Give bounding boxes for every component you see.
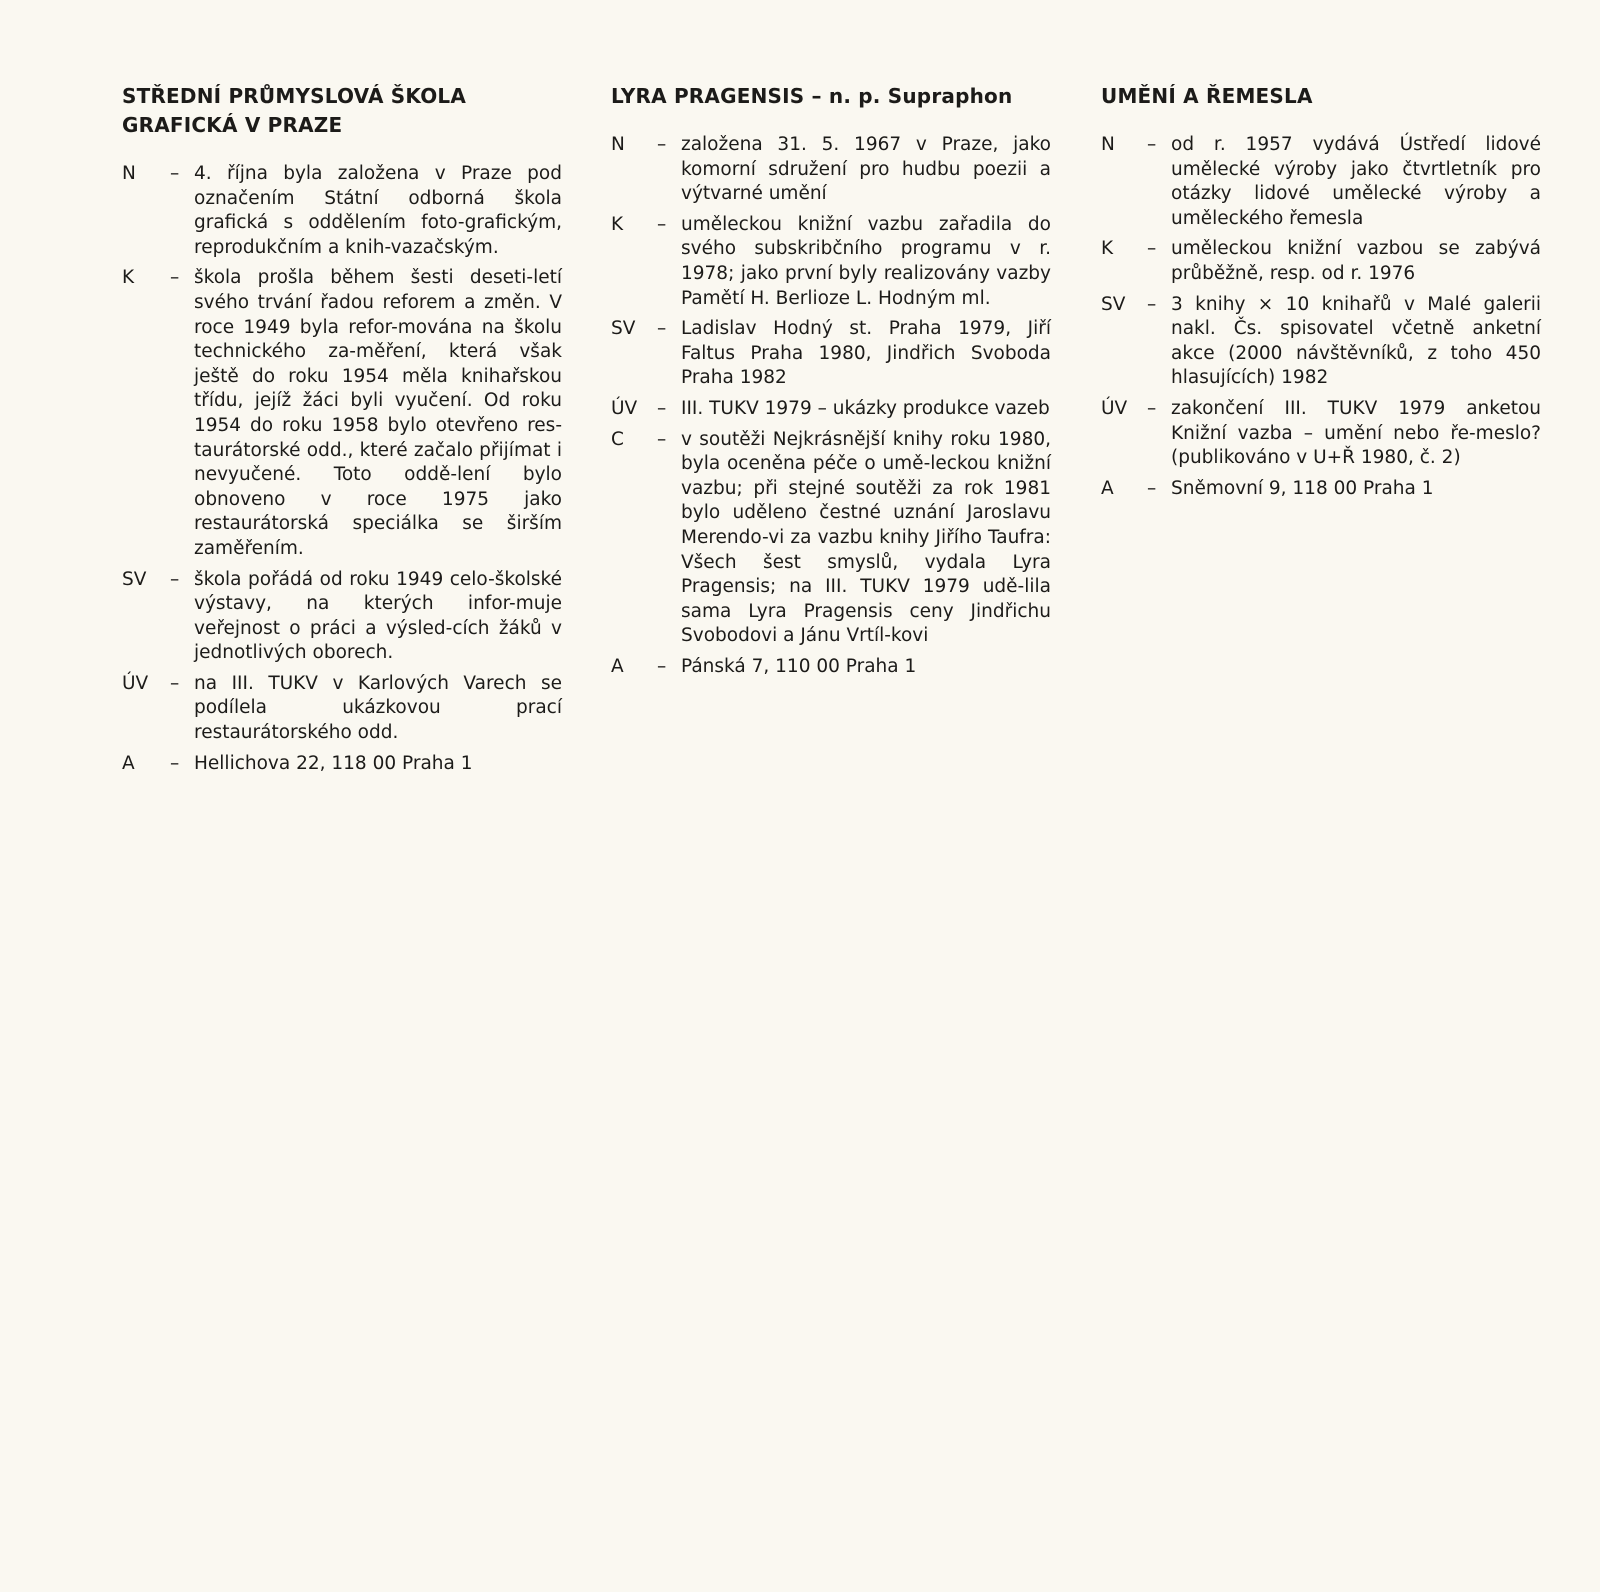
entry-k xyxy=(611,213,1051,311)
entry-sv xyxy=(1101,293,1541,391)
entry-uv xyxy=(122,672,562,746)
entry-text: III. TUKV 1979 – ukázky produkce vazeb xyxy=(681,397,1050,419)
entry-code: SV xyxy=(122,568,147,590)
entry-text: uměleckou knižní vazbou se zabývá průběžně, resp. od r. 1976 xyxy=(1171,238,1541,284)
entry-text: na III. TUKV v Karlových Varech se podílela ukázkovou prací restaurátorského odd. xyxy=(194,672,562,744)
section-heading xyxy=(122,82,562,140)
entry-dash: – xyxy=(170,267,180,289)
entry-text: 3 knihy × 10 knihařů v Malé galerii nakl. Čs. spisovatel včetně anketní akce (2000 návštěvníků, z toho 450 hlasujících) 1982 xyxy=(1171,293,1541,389)
entry-code: K xyxy=(611,213,624,235)
column-lyra-pragensis xyxy=(611,82,1051,685)
entry-dash: – xyxy=(657,318,667,340)
entry-dash: – xyxy=(1147,293,1157,315)
entry-dash: – xyxy=(657,428,667,450)
entry-n xyxy=(1101,133,1541,231)
entry-code: A xyxy=(611,655,624,677)
entry-uv xyxy=(611,397,1051,422)
entry-n xyxy=(611,133,1051,207)
entry-dash: – xyxy=(1147,397,1157,419)
entry-n xyxy=(122,162,562,260)
entry-list xyxy=(611,133,1051,679)
entry-text: uměleckou knižní vazbu zařadila do svého subskribčního programu v r. 1978; jako první byly realizovány vazby Pamětí H. Berlioze L. Hodným ml. xyxy=(681,213,1051,309)
entry-code: ÚV xyxy=(611,397,638,419)
entry-text: Ladislav Hodný st. Praha 1979, Jiří Faltus Praha 1980, Jindřich Svoboda Praha 1982 xyxy=(681,318,1051,389)
entry-uv xyxy=(1101,397,1541,471)
entry-list xyxy=(122,162,562,776)
entry-dash: – xyxy=(657,655,667,677)
entry-code: SV xyxy=(1101,293,1126,315)
entry-code: ÚV xyxy=(1101,397,1128,419)
entry-text: od r. 1957 vydává Ústředí lidové umělecké výroby jako čtvrtletník pro otázky lidové umělecké výroby a uměleckého řemesla xyxy=(1171,134,1541,229)
heading-line: GRAFICKÁ V PRAZE xyxy=(122,113,343,137)
entry-text: zakončení III. TUKV 1979 anketou Knižní vazba – umění nebo ře-meslo? (publikováno v U+Ř 1980, č. 2) xyxy=(1171,397,1541,469)
entry-a xyxy=(122,752,562,777)
heading-line: UMĚNÍ A ŘEMESLA xyxy=(1101,84,1313,108)
entry-code: K xyxy=(122,267,135,289)
entry-text: Hellichova 22, 118 00 Praha 1 xyxy=(194,752,473,774)
entry-sv xyxy=(122,568,562,666)
entry-dash: – xyxy=(1147,134,1157,155)
entry-code: A xyxy=(122,752,135,774)
entry-text: v soutěži Nejkrásnější knihy roku 1980, byla oceněna péče o umě-leckou knižní vazbu; při stejné soutěži za rok 1981 bylo uděleno čestné uznání Jaroslavu Merendo-vi za vazbu knihy Jiřího Taufra: Všech šest smyslů, vydala Lyra Pragensis; na III. TUKV 1979 udě-lila sama Lyra Pragensis ceny Jindřichu Svobodovi a Jánu Vrtíl-kovi xyxy=(681,428,1051,647)
entry-text: škola prošla během šesti deseti-letí svého trvání řadou reforem a změn. V roce 1949 byla refor-mována na školu technického za-měření, která však ještě do roku 1954 měla knihařskou třídu, jejíž žáci byli vyučení. Od roku 1954 do roku 1958 bylo otevřeno res-taurátorské odd., které začalo přijímat i nevyučené. Toto oddě-lení bylo obnoveno v roce 1975 jako restaurátorská speciálka se širším zaměřením. xyxy=(194,267,562,559)
column-umeni-a-remesla xyxy=(1101,82,1541,507)
entry-sv xyxy=(611,317,1051,391)
entry-c xyxy=(611,428,1051,649)
entry-dash: – xyxy=(657,397,667,419)
entry-list xyxy=(1101,133,1541,501)
entry-text: Pánská 7, 110 00 Praha 1 xyxy=(681,655,917,677)
entry-code: C xyxy=(611,428,624,450)
heading-line: LYRA PRAGENSIS – n. p. Supraphon xyxy=(611,84,1013,108)
entry-code: N xyxy=(611,134,625,155)
entry-dash: – xyxy=(170,672,180,694)
entry-dash: – xyxy=(170,752,180,774)
entry-dash: – xyxy=(170,163,180,184)
entry-dash: – xyxy=(170,568,180,590)
entry-dash: – xyxy=(657,213,667,235)
entry-dash: – xyxy=(1147,477,1157,499)
entry-dash: – xyxy=(657,134,667,155)
entry-code: ÚV xyxy=(122,672,149,694)
entry-text: založena 31. 5. 1967 v Praze, jako komorní sdružení pro hudbu poezii a výtvarné umění xyxy=(681,134,1051,205)
heading-line: STŘEDNÍ PRŮMYSLOVÁ ŠKOLA xyxy=(122,84,467,108)
entry-text: škola pořádá od roku 1949 celo-školské výstavy, na kterých infor-muje veřejnost o práci a výsled-cích žáků v jednotlivých oborech. xyxy=(194,568,562,664)
entry-k xyxy=(122,266,562,561)
entry-k xyxy=(1101,237,1541,286)
entry-text: Sněmovní 9, 118 00 Praha 1 xyxy=(1171,477,1434,499)
column-stredni-prumyslova-skola xyxy=(122,82,562,782)
entry-code: N xyxy=(1101,134,1115,155)
entry-a xyxy=(611,655,1051,680)
entry-code: N xyxy=(122,163,136,184)
entry-a xyxy=(1101,477,1541,502)
section-heading xyxy=(1101,82,1541,111)
entry-code: K xyxy=(1101,238,1114,260)
entry-text: 4. října byla založena v Praze pod označením Státní odborná škola grafická s oddělením foto-grafickým, reprodukčním a knih-vazačským. xyxy=(194,163,562,258)
entry-code: SV xyxy=(611,318,636,340)
entry-dash: – xyxy=(1147,238,1157,260)
entry-code: A xyxy=(1101,477,1114,499)
section-heading xyxy=(611,82,1051,111)
